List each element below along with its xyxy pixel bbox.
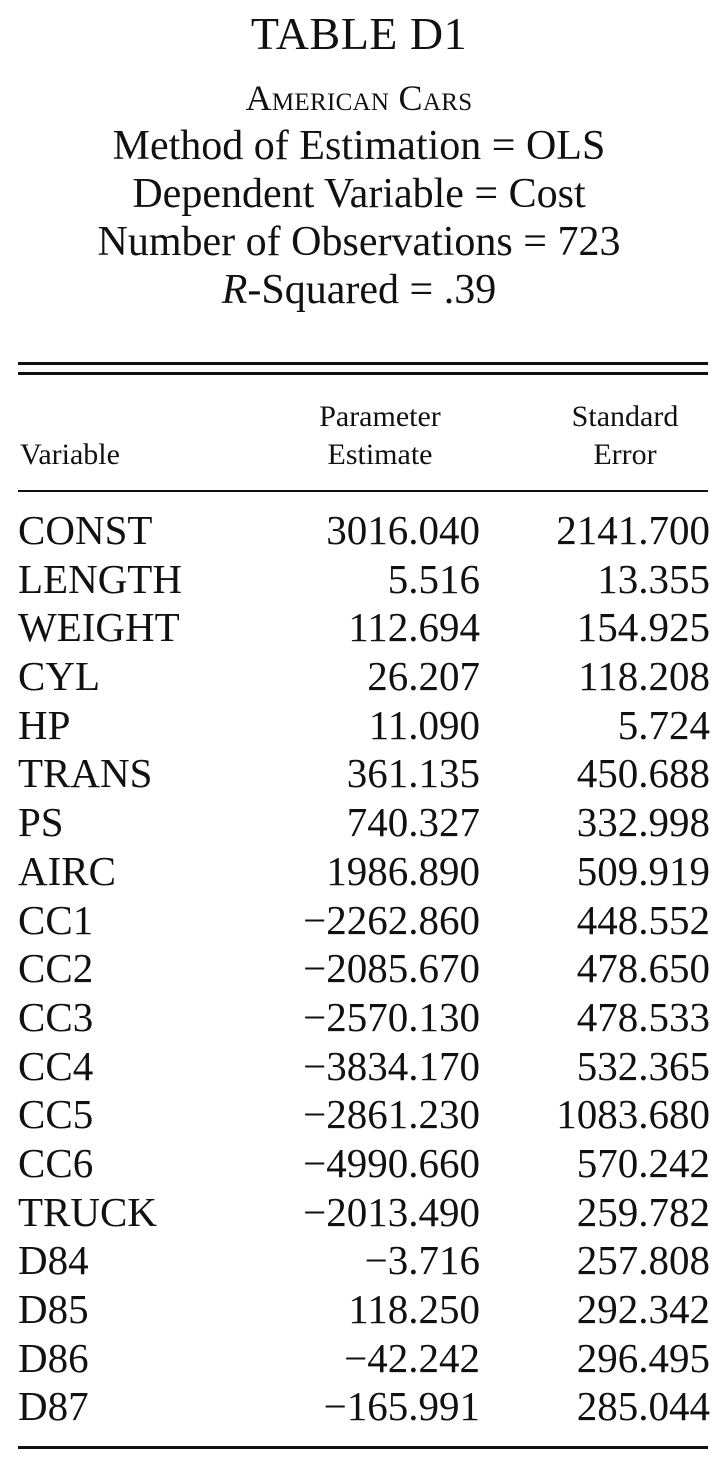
cell-standard-error: 448.552 [576, 896, 710, 943]
table-row [0, 1334, 718, 1383]
cell-estimate: 112.694 [348, 604, 480, 651]
table-title: TABLE D1 [250, 8, 468, 59]
header-standard-error [538, 398, 712, 474]
cell-variable: WEIGHT [18, 604, 180, 651]
method-line: Method of Estimation = OLS [112, 123, 606, 169]
r-squared-line [0, 266, 718, 314]
cell-estimate: −3834.170 [303, 1042, 480, 1089]
cell-variable: CYL [18, 653, 100, 700]
top-rule-upper [18, 362, 708, 365]
table-subtitle: American Cars [245, 78, 473, 118]
dependent-variable-line: Dependent Variable = Cost [132, 171, 586, 217]
cell-variable: CC6 [18, 1139, 94, 1186]
cell-variable: TRUCK [18, 1188, 157, 1235]
table-row [0, 749, 718, 798]
r-squared-symbol: R [221, 267, 248, 313]
table-row [0, 1236, 718, 1285]
cell-estimate: −4990.660 [303, 1139, 480, 1186]
cell-standard-error: 5.724 [617, 701, 710, 748]
cell-standard-error: 296.495 [576, 1334, 710, 1381]
cell-estimate: 361.135 [346, 750, 480, 797]
table-row [0, 798, 718, 847]
cell-standard-error: 2141.700 [556, 507, 710, 553]
cell-standard-error: 1083.680 [556, 1091, 710, 1138]
cell-estimate: 118.250 [348, 1286, 480, 1332]
cell-standard-error: 478.650 [576, 945, 710, 992]
table-body [0, 506, 718, 1431]
cell-estimate: −2262.860 [303, 896, 480, 943]
cell-standard-error: 285.044 [576, 1383, 710, 1430]
top-rule-lower [18, 372, 708, 375]
cell-variable: D84 [18, 1237, 89, 1284]
table-row [0, 1042, 718, 1091]
cell-standard-error: 570.242 [576, 1139, 710, 1186]
cell-estimate: −2861.230 [303, 1091, 480, 1138]
cell-standard-error: 332.998 [576, 799, 710, 846]
header-rule [18, 490, 708, 492]
r-squared-value: -Squared = .39 [247, 267, 497, 313]
header-variable: Variable [20, 438, 120, 471]
cell-estimate: 5.516 [387, 555, 480, 602]
cell-variable: CC1 [18, 896, 94, 943]
cell-variable: CC3 [18, 993, 94, 1040]
cell-estimate: −42.242 [344, 1334, 480, 1381]
cell-estimate: 740.327 [346, 799, 480, 846]
table-row [0, 506, 718, 555]
table-row [0, 1090, 718, 1139]
cell-estimate: −3.716 [364, 1237, 480, 1284]
header-error-line1: Standard [571, 400, 679, 433]
header-estimate-line2: Estimate [327, 438, 433, 471]
cell-variable: TRANS [18, 750, 153, 797]
cell-estimate: 26.207 [367, 653, 480, 700]
table-row [0, 993, 718, 1042]
cell-variable: D86 [18, 1334, 89, 1381]
cell-variable: CC5 [18, 1091, 94, 1138]
cell-variable: CONST [18, 507, 153, 553]
cell-variable: D85 [18, 1286, 89, 1332]
cell-estimate: 11.090 [368, 701, 480, 748]
header-estimate-line1: Parameter [319, 400, 441, 433]
bottom-rule [18, 1446, 708, 1449]
observations-line: Number of Observations = 723 [97, 219, 621, 265]
cell-estimate: −2085.670 [303, 945, 480, 992]
table-row [0, 944, 718, 993]
cell-variable: PS [18, 799, 64, 846]
cell-estimate: −2570.130 [303, 993, 480, 1040]
table-row [0, 1285, 718, 1334]
table-row [0, 1139, 718, 1188]
cell-estimate: 1986.890 [326, 847, 480, 894]
table-row [0, 1382, 718, 1431]
cell-standard-error: 257.808 [576, 1237, 710, 1284]
cell-variable: LENGTH [18, 555, 182, 602]
cell-standard-error: 259.782 [576, 1188, 710, 1235]
table-row [0, 847, 718, 896]
table-row [0, 652, 718, 701]
cell-variable: D87 [18, 1383, 89, 1430]
cell-standard-error: 509.919 [576, 847, 710, 894]
table-row [0, 555, 718, 604]
cell-standard-error: 118.208 [578, 653, 710, 700]
cell-standard-error: 292.342 [576, 1286, 710, 1332]
cell-estimate: 3016.040 [326, 507, 480, 553]
cell-estimate: −165.991 [323, 1383, 480, 1430]
table-row [0, 603, 718, 652]
cell-variable: HP [18, 701, 71, 748]
table-row [0, 896, 718, 945]
cell-variable: CC4 [18, 1042, 94, 1089]
cell-standard-error: 478.533 [576, 993, 710, 1040]
header-error-line2: Error [593, 438, 657, 471]
table-row [0, 1188, 718, 1237]
cell-standard-error: 450.688 [576, 750, 710, 797]
cell-estimate: −2013.490 [303, 1188, 480, 1235]
cell-standard-error: 13.355 [597, 555, 710, 602]
cell-variable: CC2 [18, 945, 94, 992]
header-parameter-estimate [282, 398, 478, 474]
cell-standard-error: 154.925 [576, 604, 710, 651]
cell-variable: AIRC [18, 847, 116, 894]
cell-standard-error: 532.365 [576, 1042, 710, 1089]
table-row [0, 701, 718, 750]
